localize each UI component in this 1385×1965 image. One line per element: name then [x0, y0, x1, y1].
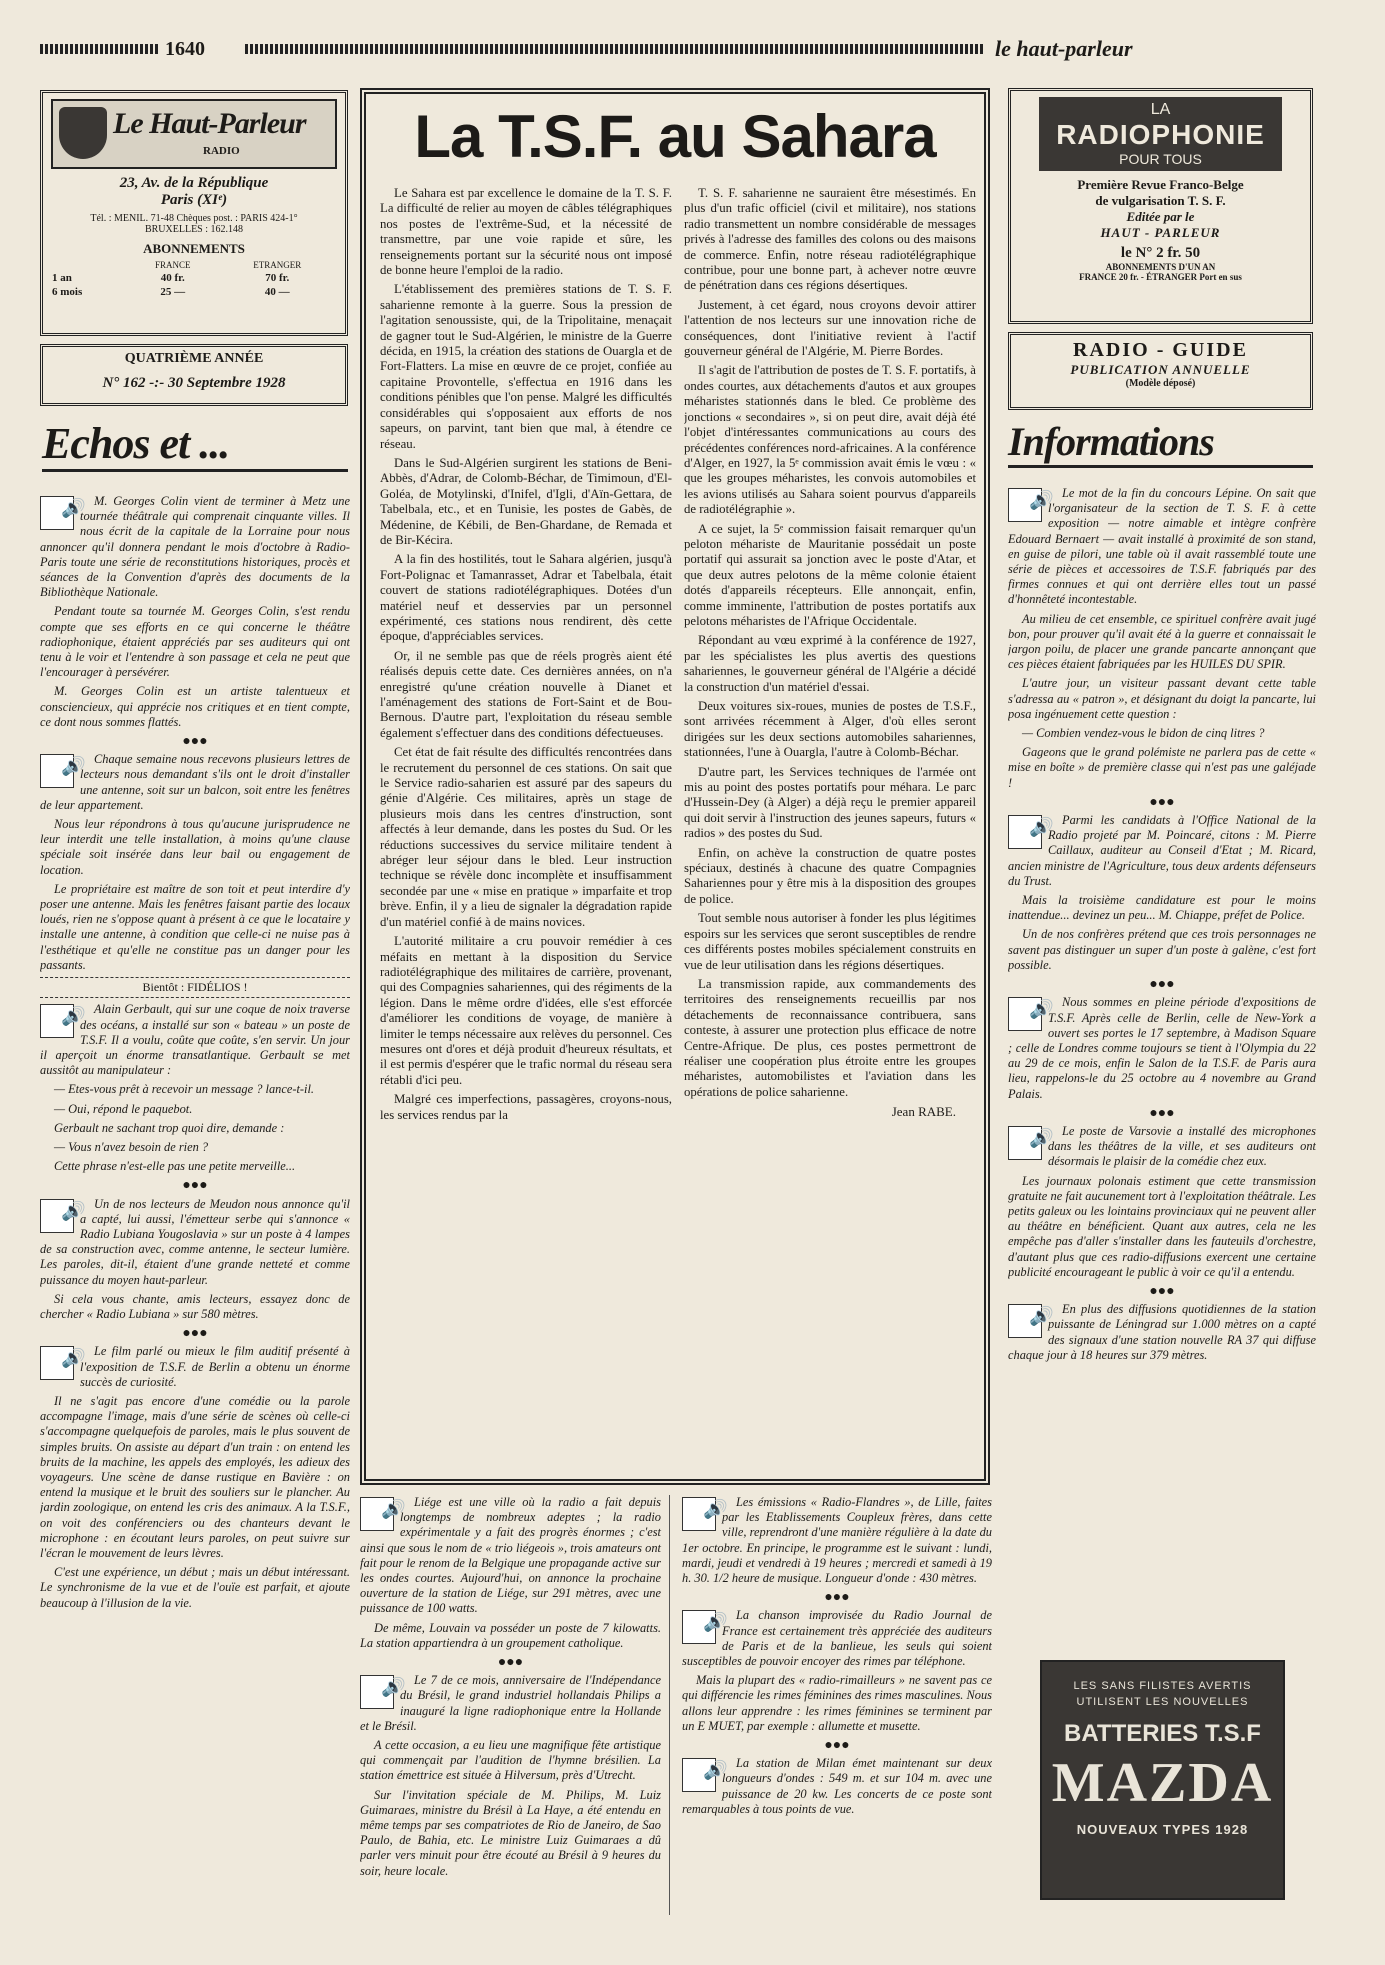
info-p3: L'autre jour, un visiteur passant devant cette table s'adressa au « patron », et désignant du doigt la pancarte, lui posa ingénuement cette question : — [1008, 676, 1316, 721]
lower-l1: Liége est une ville où la radio a fait depuis longtemps de nombreux adeptes ; la radio expérimentale y a fait des progrès énormes ; c'est ainsi que sous le nom de « trio liégeois », trois amateurs ont fait pour le renom de la Belgique une propagande active sur les ondes courtes. Aujourd'hui, on annonce la prochaine ouverture de la station de Liége, sur 291 mètres, avec une puissance de 100 watts. — [360, 1495, 661, 1616]
address-line2: Paris (XIᵉ) — [160, 192, 228, 208]
info-p4: — Combien vendez-vous le bidon de cinq litres ? — [1022, 726, 1265, 741]
mazda-line3: BATTERIES T.S.F — [1064, 1720, 1261, 1747]
article-c1-p3: Dans le Sud-Algérien surgirent les stations de Beni-Abbès, d'Adrar, de Colomb-Béchar, de Timimoun, d'El-Goléa, de Motylinski, d'Inifel, d'Igli, d'Aïn-Gettara, de Tabelbala, etc., et en Tunisie, les postes de Gabès, de Médenine, de Kébili, de Ben-Ghardane, de Remada et de Bir-Kécira. — [380, 455, 672, 547]
article-c1-p1: Le Sahara est par excellence le domaine de la T. S. F. La difficulté de relier au moyen de câbles télégraphiques nos postes de l'extrême-Sud, et la nécessité de transmettre, par une voie rapide et sûre, les renseignements portant sur la sécurité nous ont imposé de bonne heure l'emploi de la radio. — [380, 186, 672, 278]
lower-r3: Mais la plupart des « radio-rimailleurs » ne savent pas ce qui différencie les rimes féminines des rimes masculines. Nous allons leur apprendre : les rimes féminines se terminent par un E MUET, par exemple : allumette et musette. — [682, 1673, 992, 1733]
loudspeaker-icon — [40, 1199, 74, 1233]
radio-guide-note: (Modèle déposé) — [1125, 378, 1196, 389]
loudspeaker-icon — [682, 1497, 716, 1531]
lower-r4: La station de Milan émet maintenant sur deux longueurs d'ondes : 549 m. et sur 104 m. avec une puissance de 20 kw. Les concerts de ce poste sont remarquables à tous points de vue. — [682, 1756, 992, 1816]
echos-p12: Cette phrase n'est-elle pas une petite merveille... — [54, 1159, 296, 1174]
radio-guide-title: RADIO - GUIDE — [1073, 339, 1248, 361]
radiophonie-sub: POUR TOUS — [1119, 151, 1202, 167]
article-signature: Jean RABE. — [891, 1104, 956, 1120]
subscriptions-table — [51, 259, 337, 299]
article-col-1 — [380, 186, 672, 1476]
loudspeaker-icon — [1008, 997, 1042, 1031]
radiophonie-abonnements-prices: FRANCE 20 fr. - ÉTRANGER Port en sus — [1079, 272, 1242, 282]
radiophonie-banner — [1039, 97, 1282, 171]
loudspeaker-icon — [360, 1675, 394, 1709]
mazda-line4: NOUVEAUX TYPES 1928 — [1076, 1822, 1249, 1837]
page-number: 1640 — [165, 38, 205, 60]
loudspeaker-icon — [1008, 1126, 1042, 1160]
loudspeaker-logo-icon — [59, 107, 107, 159]
article-title: La T.S.F. au Sahara — [414, 103, 936, 170]
separator-dots: ●●● — [182, 1326, 208, 1342]
separator-dots: ●●● — [1149, 977, 1175, 993]
separator-dots: ●●● — [1149, 1105, 1175, 1121]
lower-l4: A cette occasion, a eu lieu une magnifique fête artistique qui commençait par l'audition de l'hymne brésilien. La station émettrice est située à Hilversum, près d'Utrecht. — [360, 1738, 661, 1783]
col-etranger: ETRANGER — [253, 260, 302, 270]
loudspeaker-icon — [40, 496, 74, 530]
radiophonie-ad — [1008, 88, 1313, 324]
echos-p10: Gerbault ne sachant trop quoi dire, demande : — [54, 1120, 285, 1135]
info-p5: Gageons que le grand polémiste ne parlera pas de cette « mise en boîte » de première classe qui n'est pas une galéjade ! — [1008, 745, 1316, 790]
article-c2-p1: T. S. F. saharienne ne sauraient être mésestimés. En plus d'un trafic officiel (civil et militaire), nos stations radio transmettent un nombre considérable de messages privés à l'adresse des familles des colons ou des maisons de commerce. Enfin, notre réseau radiotélégraphique contribue, pour une bonne part, à achever notre œuvre de pénétration dans ces régions désertiques. — [684, 186, 976, 293]
echos-p5: Nous leur répondrons à tous qu'aucune jurisprudence ne leur interdit une telle installation, à moins qu'une clause spéciale soit insérée dans leur bail ou engagement de location. — [40, 817, 350, 877]
mazda-ad — [1040, 1660, 1285, 1900]
lower-r2: La chanson improvisée du Radio Journal de France est certainement très appréciée des auditeurs de Paris et de la banlieue, les seuls qui soient susceptibles de pouvoir encoyer des rimes par téléphone. — [682, 1608, 992, 1669]
masthead-box — [40, 90, 348, 336]
tel-line: Tél. : MENIL. 71-48 Chèques post. : PARIS 424-1° — [90, 213, 298, 224]
article-c1-p7: L'autorité militaire a cru pouvoir remédier à ces méfaits en mettant à la disposition du Service radiotélégraphique des militaires de carrière, provenant, qui des Compagnies sahariennes, qui des régiments de la légion. Dans le même ordre d'idées, elle s'est efforcée d'améliorer les conditions de voyage, de manière à limiter le temps nécessaire aux relèves du personnel. Ces mesures ont d'ores et déjà produit d'heureux résultats, et il est permis d'espérer que le trafic normal du réseau sera rétabli d'ici peu. — [380, 934, 672, 1087]
lower-l3: Le 7 de ce mois, anniversaire de l'Indépendance du Brésil, le grand industriel hollandais Philips a inauguré la ligne radiophonique entre la Hollande et le Brésil. — [360, 1673, 661, 1733]
masthead-logo-sub: RADIO — [203, 145, 240, 157]
mazda-brand-logo: MAZDA — [1051, 1752, 1274, 1814]
echos-p11: — Vous n'avez besoin de rien ? — [54, 1139, 209, 1154]
separator-dots: ●●● — [497, 1655, 524, 1671]
article-c2-p4: A ce sujet, la 5ᵉ commission faisait remarquer qu'un peloton méhariste de Mauritanie possédait un poste portatif qui assurait sa jonction avec le poste d'Atar, et que deux autres pelotons de la même colonie étaient dotés d'appareils récepteurs. Elle annonçait, enfin, comme imminente, l'attribution de postes portatifs aux pelotons méharistes de l'Afrique Occidentale. — [684, 521, 976, 628]
lower-col-left — [360, 1495, 670, 1915]
issue-box — [40, 344, 348, 406]
lower-r1: Les émissions « Radio-Flandres », de Lille, faites par les Etablissements Coupleux frères, dans cette ville, reprendront d'une manière régulière à la date du 1er octobre. En principe, le programme est le suivant : lundi, mardi, jeudi et vendredi à 19 heures ; mercredi et samedi à 19 h. 30. 1/2 heure de musique. Longueur d'onde : 430 mètres. — [682, 1495, 992, 1586]
loudspeaker-icon — [1008, 1304, 1042, 1338]
separator-dots: ●●● — [1149, 794, 1175, 810]
header-rule-mid — [245, 44, 985, 54]
radiophonie-price: le N° 2 fr. 50 — [1120, 245, 1201, 261]
masthead-logo — [51, 99, 337, 169]
revue-line4: HAUT - PARLEUR — [1100, 225, 1221, 240]
info-p1: Le mot de la fin du concours Lépine. On sait que l'organisateur de la section de T. S. F. à cette exposition — notre aimable et intègre confrère Edouard Bernaert — avait installé à proximité de son stand, en guise de pilori, une table où il avait rassemblé toute une série de pièces et accessoires de T.S.F. fabriqués par des firmes connues et qui ont derrière elles tout un passé d'honnêteté incontestable. — [1008, 486, 1316, 607]
informations-column — [1008, 486, 1316, 1646]
info-p12: En plus des diffusions quotidiennes de la station puissante de Léningrad sur 1.000 mètres on a capté des signaux d'une station nouvelle RA 37 qui diffuse chaque jour à 18 heures sur 379 mètres. — [1008, 1302, 1316, 1362]
radiophonie-abonnements: ABONNEMENTS D'UN AN — [1105, 262, 1216, 272]
loudspeaker-icon — [40, 1004, 74, 1038]
article-c2-p2: Justement, à cet égard, nous croyons devoir attirer l'attention de nos lecteurs sur une innovation riche de conséquences, dont l'initiative revient à l'actif gouverneur général de l'Algérie, M. Pierre Bordes. — [684, 297, 976, 359]
article-c2-p6: Deux voitures six-roues, munies de postes de T.S.F., sont arrivées récemment à Alger, d'où elles seront dirigées sur les deux sections automobiles sahariennes, stationnées, l'une à Ouargla, l'autre à Colomb-Béchar. — [684, 699, 976, 760]
subscriptions-title: ABONNEMENTS — [143, 241, 245, 256]
bientot-banner: Bientôt : FIDÉLIOS ! — [40, 977, 350, 998]
echos-p3: M. Georges Colin est un artiste talentueux et consciencieux, qui apprécie nos critiques et en tient compte, ce dont nous sommes flattés. — [40, 684, 350, 729]
echos-p4: Chaque semaine nous recevons plusieurs lettres de lecteurs nous demandant s'ils ont le droit d'installer une antenne, soit sur un balcon, soit entre les fenêtres de leur appartement. — [40, 752, 350, 812]
article-c2-p10: La transmission rapide, aux commandements des territoires des renseignements recueillis par nos détachements de reconnaissance contribuera, sans conteste, à assurer une protection plus efficace de notre Centre-Afrique. De plus, ces postes permettront de réaliser une coopération plus étroite entre les groupes méharistes, automobilistes et l'aviation dans les opérations de police saharienne. — [684, 976, 976, 1099]
article-c2-p5: Répondant au vœu exprimé à la conférence de 1927, par les spécialistes les plus avertis des questions sahariennes, le gouverneur général de l'Algérie a décidé la construction d'un matériel d'essai. — [684, 633, 976, 694]
article-c2-p7: D'autre part, les Services techniques de l'armée ont mis au point des postes portatifs pour méhara. Le parc d'Hussein-Dey (à Alger) a déjà reçu le premier appareil qui doit servir à l'instruction des jeunes sapeurs, futurs « radios » des postes du Sud. — [684, 764, 976, 841]
separator-dots: ●●● — [1149, 1283, 1175, 1299]
loudspeaker-icon — [1008, 815, 1042, 849]
row2-france: 25 — — [160, 286, 186, 298]
loudspeaker-icon — [1008, 488, 1042, 522]
article-c1-p6: Cet état de fait résulte des difficultés rencontrées dans le recrutement du personnel de ces stations. On sait que le Service radio-saharien est assuré par des sapeurs du génie d'Algérie. Ces militaires, après un stage de plusieurs mois dans les centres d'instruction, sont affectés à leur demande, dans les postes du Sud. Or les réductions successives du service militaire tendent à abréger leur séjour dans le bled. Leur instruction technique se révèle donc incomplète et insuffisamment secondée par une « mise en pratique » imparfaite et trop brève. Enfin, il y a lieu de signaler la dégradation rapide d'un matériel confié à de mains novices. — [380, 745, 672, 929]
row1-france: 40 fr. — [160, 272, 185, 284]
radio-guide-ad — [1008, 332, 1313, 410]
masthead-logo-title: Le Haut-Parleur — [113, 107, 306, 140]
separator-dots: ●●● — [824, 1590, 850, 1606]
address-line1: 23, Av. de la République — [119, 175, 269, 191]
row1-label: 1 an — [52, 272, 72, 284]
revue-line3: Editée par le — [1126, 209, 1195, 224]
article-frame — [360, 88, 990, 1485]
info-p6: Parmi les candidats à l'Office National de la Radio projeté par M. Poincaré, citons : M. Pierre Caillaux, auditeur au Conseil d'Etat ; M. Ricard, ancien ministre de l'Agriculture, tous deux ardents défenseurs du Trust. — [1008, 813, 1316, 888]
loudspeaker-icon — [682, 1758, 716, 1792]
row2-label: 6 mois — [52, 286, 83, 298]
row1-etranger: 70 fr. — [265, 272, 290, 284]
info-p9: Nous sommes en pleine période d'expositions de T.S.F. Après celle de Berlin, celle de New-York a ouvert ses portes le 17 septembre, à Madison Square ; celle de Londres comme toujours se tient à l'Olympia du 22 au 29 de ce mois, enfin le Salon de la T.S.F. de Paris aura lieu, rappelons-le du 25 octobre au 4 novembre au Grand Palais. — [1008, 995, 1316, 1101]
echos-p16: Il ne s'agit pas encore d'une comédie ou la parole accompagne l'image, mais d'une série de scènes où celle-ci s'accompagne quelquefois de paroles, mais le plus souvent de simples bruits. On assiste au départ d'un train : on entend les bruits de la machine, les appels des employés, les adieux des voyageurs. Une scène de danse rustique en Bavière : on entend la musique et le bruit des souliers sur le plancher. Au jardin zoologique, on entend les cris des animaux. A la T.S.F., on voit des conférenciers ou des chanteurs devant le microphone : en écoutant leurs paroles, on peut suivre sur l'écran le mouvement de leurs lèvres. — [40, 1393, 350, 1560]
article-c2-p9: Tout semble nous autoriser à fonder les plus légitimes espoirs sur les services que seront susceptibles de rendre ces différents postes mobiles spécialement construits en vue de leur utilisation dans les régions désertiques. — [684, 911, 976, 972]
echos-p17: C'est une expérience, un début ; mais un début intéressant. Le synchronisme de la vue et de l'ouïe est parfait, et ajoute beaucoup à l'illusion de la vie. — [40, 1565, 350, 1610]
radio-guide-sub: PUBLICATION ANNUELLE — [1070, 362, 1251, 377]
row2-etranger: 40 — — [264, 286, 290, 298]
article-c1-p5: Or, il ne semble pas que de réels progrès aient été réalisés depuis cette date. Ces dernières années, on n'a enregistré qu'une création nouvelle à Dianet et l'aménagement des stations de Fort-Saint et de Bou-Bernous. D'autre part, l'exploitation du réseau semble également s'effectuer dans des conditions défectueuses. — [380, 648, 672, 740]
article-c2-p3: Il s'agit de l'attribution de postes de T. S. F. portatifs, à ondes courtes, aux détachements d'autos et aux groupes méharistes stationnés dans le bled. Ce problème des jonctions « secondaires », si on peut dire, avait déjà été l'objet d'intéressantes communications au cours des précédentes conférences nord-africaines. A la conférence d'Alger, en 1927, la 5ᵉ commission avait émis le vœu : « que les groupes méharistes, les convois automobiles et les avions utilisés au Sahara soient pourvus d'appareils de radiotélégraphie ». — [684, 363, 976, 517]
revue-line1: Première Revue Franco-Belge — [1077, 177, 1244, 192]
info-p8: Un de nos confrères prétend que ces trois personnages ne savent pas distinguer un super d'un poste à galène, c'est fort possible. — [1008, 927, 1316, 972]
echos-p15: Le film parlé ou mieux le film auditif présenté à l'exposition de T.S.F. de Berlin a obtenu un énorme succès de curiosité. — [80, 1344, 350, 1389]
issue-line: N° 162 -:- 30 Septembre 1928 — [102, 375, 286, 391]
mazda-line2: UTILISENT LES NOUVELLES — [1076, 1696, 1249, 1708]
echos-p2: Pendant toute sa tournée M. Georges Colin, s'est rendu compte que ses efforts en ce qui concerne le théâtre radiophonique, étaient appréciés par ses auditeurs qui ont tenu à le voir et l'entendre à son passage et cela ne peut que l'encourager à persévérer. — [40, 604, 350, 680]
loudspeaker-icon — [682, 1610, 716, 1644]
revue-line2: de vulgarisation T. S. F. — [1095, 193, 1226, 208]
separator-dots: ●●● — [824, 1738, 850, 1754]
lower-col-right — [682, 1495, 992, 1915]
radiophonie-la: LA — [1150, 101, 1171, 118]
bruxelles-line: BRUXELLES : 162.148 — [144, 224, 244, 235]
echos-p8: — Etes-vous prêt à recevoir un message ? lance-t-il. — [54, 1082, 315, 1097]
info-p11: Les journaux polonais estiment que cette transmission gratuite ne fait aucunement tort à l'exploitation théâtrale. Les petits galeux ou les lointains provinciaux qui ne peuvent aller au théâtre en bénéficient. Quant aux autres, cela ne les empêche pas d'aller s'installer dans les fauteuils d'orchestre, d'autant plus que ces radio-diffusions exercent une certaine publicité encourageant le public à voir ce qu'il a entendu. — [1008, 1173, 1316, 1279]
article-c1-p8: Malgré ces imperfections, passagères, croyons-nous, les services rendus par la — [380, 1092, 672, 1122]
article-col-2 — [684, 186, 976, 1476]
header-rule-left — [40, 44, 158, 54]
info-p7: Mais la troisième candidature est pour le moins inattendue... devinez un peu... M. Chiappe, préfet de Police. — [1008, 893, 1316, 923]
loudspeaker-icon — [40, 754, 74, 788]
info-p10: Le poste de Varsovie a installé des microphones dans les théâtres de la ville, et ses auditeurs ont désormais le plaisir de la comédie chez eux. — [1048, 1123, 1316, 1169]
col-france: FRANCE — [155, 260, 191, 270]
echos-title: Echos et ... — [42, 418, 348, 472]
echos-column — [40, 494, 350, 1914]
echos-p14: Si cela vous chante, amis lecteurs, essayez donc de chercher « Radio Lubiana » sur 580 mètres. — [40, 1291, 350, 1321]
echos-p13: Un de nos lecteurs de Meudon nous annonce qu'il a capté, lui aussi, l'émetteur serbe qui s'annonce « Radio Lubiana Yougoslavia » sur un poste à 4 lampes de sa construction avec, comme antenne, le secteur lumière. Les paroles, dit-il, étaient d'une grande netteté et comme puissance du moyen haut-parleur. — [40, 1196, 350, 1287]
year-label: QUATRIÈME ANNÉE — [124, 351, 264, 366]
echos-p6: Le propriétaire est maître de son toit et peut interdire d'y poser une antenne. Mais les fenêtres faisant partie des locaux loués, rien ne s'oppose quant à présent à ce que le locataire y installe une antenne, à condition que celle-ci ne nuise pas à l'esthétique et qu'elle ne constitue pas un danger pour les passants. — [40, 881, 350, 972]
article-c1-p4: A la fin des hostilités, tout le Sahara algérien, jusqu'à Fort-Polignac et Tamanrasset, Adrar et Tabelbala, était couvert de stations radiotélégraphiques. Dotées d'un matériel neuf et desservies par un personnel expérimenté, ces stations nous rendirent, dès cette époque, d'appréciables services. — [380, 552, 672, 644]
info-p2: Au milieu de cet ensemble, ce spirituel confrère avait jugé bon, pour prouver qu'il avait été à la guerre et connaissait le jargon poilu, de placer une grande pancarte annonçant que ces pièces étaient fabriquées par les HUILES DU SPIR. — [1008, 611, 1316, 672]
article-c1-p2: L'établissement des premières stations de T. S. F. saharienne remonte à la guerre. Sous la pression de l'agitation senoussiste, qui, de la Tripolitaine, menaçait de gagner tout le Sud-Algérien, le ministre de la Guerre décida, en 1915, la création des stations de Ouargla et de Fort-Flatters. La mise en œuvre de ce projet, confiée au capitaine Provontelle, s'effectua en 1916 dans les conditions pénibles que l'on pense. Malgré les difficultés considérables qui s'opposaient aux efforts de nos sapeurs, on parvint, tant bien que mal, à étendre ce réseau. — [380, 282, 672, 451]
loudspeaker-icon — [360, 1497, 394, 1531]
header-bar — [40, 38, 1190, 60]
loudspeaker-icon — [40, 1346, 74, 1380]
echos-p1: M. Georges Colin vient de terminer à Metz une tournée théâtrale qui comprenait cinquante villes. Il nous écrit de la capitale de la Lorraine pour nous annoncer qu'il donnera pendant le mois d'octobre à Radio-Paris toute une série de reconstitutions historiques, procès et séances de la Convention d'après des documents de la Bibliothèque Nationale. — [40, 494, 350, 600]
lower-l5: Sur l'invitation spéciale de M. Philips, M. Luiz Guimaraes, ministre du Brésil à La Haye, a été entendu en même temps par ses compatriotes de Rio de Janeiro, de Sao Paulo, de Bahia, etc. Le ministre Luiz Guimaraes a dû parler vers minuit pour être écouté au Brésil à 9 heures du soir, heure locale. — [360, 1787, 661, 1878]
echos-p9: — Oui, répond le paquebot. — [54, 1101, 193, 1116]
publication-name: le haut-parleur — [995, 36, 1133, 61]
lower-l2: De même, Louvain va posséder un poste de 7 kilowatts. La station appartiendra à un groupement catholique. — [360, 1620, 661, 1650]
article-c2-p8: Enfin, on achève la construction de quatre postes spéciaux, destinés à chacune des quatre Compagnies Sahariennes pour y être mis à la disposition des groupes de police. — [684, 845, 976, 906]
echos-p7: Alain Gerbault, qui sur une coque de noix traverse des océans, a installé sur son « bateau » un poste de T.S.F. Il a voulu, coûte que coûte, s'en servir. Un jour il aperçoit un énorme transatlantique. Gerbault se met aussitôt au manipulateur : — [40, 1002, 350, 1078]
informations-title: Informations — [1008, 418, 1313, 468]
separator-dots: ●●● — [182, 1178, 208, 1194]
radiophonie-title: RADIOPHONIE — [1056, 119, 1265, 150]
mazda-line1: LES SANS FILISTES AVERTIS — [1073, 1680, 1252, 1692]
separator-dots: ●●● — [182, 734, 208, 750]
